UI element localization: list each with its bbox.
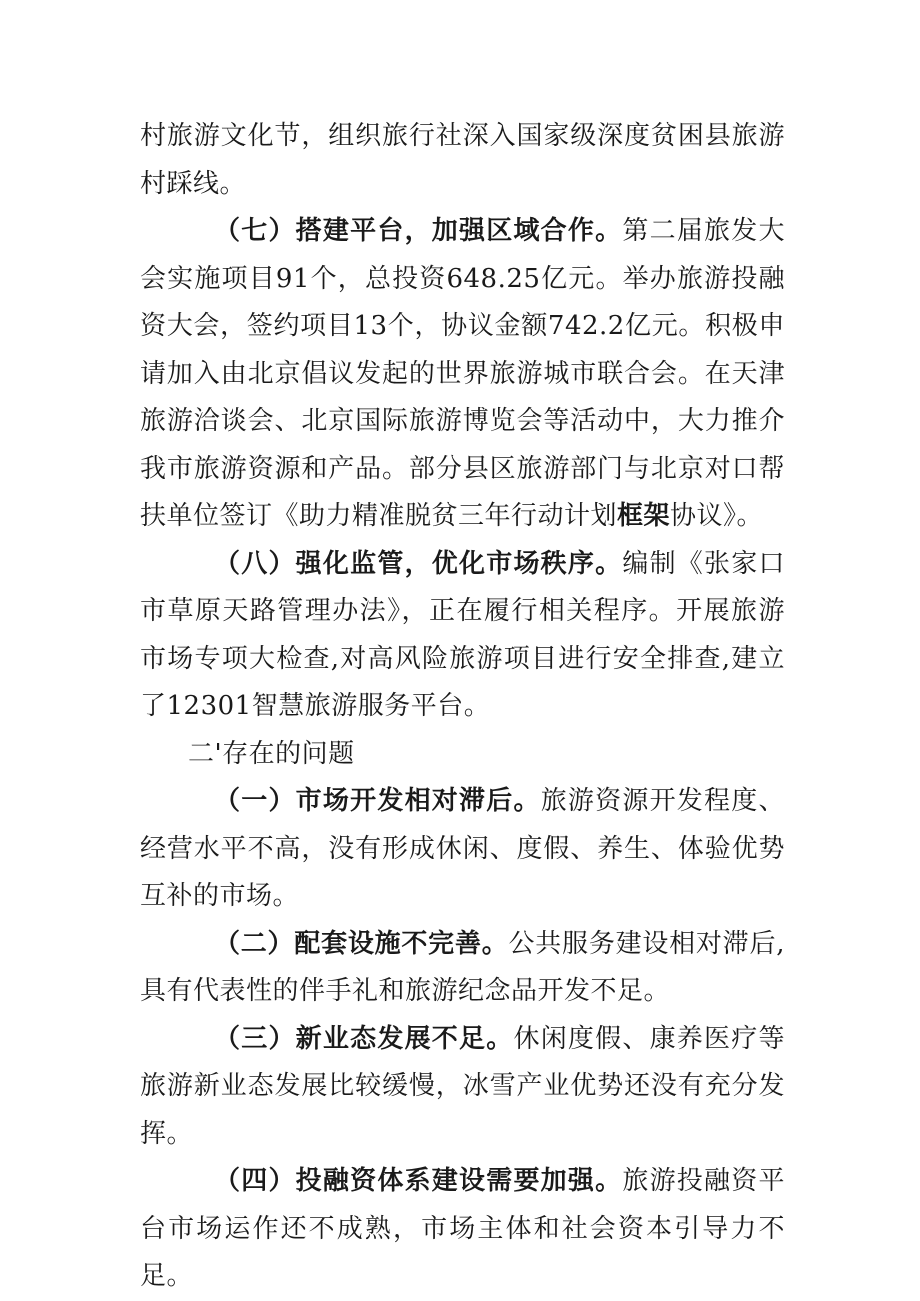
paragraph-facilities — [140, 921, 785, 1016]
paragraph-lead: （一）市场开发相对滞后。 — [214, 786, 541, 816]
paragraph-text-end: 协议》。 — [670, 501, 764, 531]
paragraph-market-development — [140, 778, 785, 921]
paragraph-text: 旅游资源开发程度、经营水平不高，没有形成休闲、度假、养生、体验优势互补的市场。 — [140, 786, 785, 911]
paragraph-lead: （四）投融资体系建设需要加强。 — [214, 1166, 623, 1196]
paragraph-platform-cooperation — [140, 208, 785, 541]
paragraph-lead: （三）新业态发展不足。 — [214, 1023, 514, 1054]
paragraph-new-business — [140, 1016, 785, 1159]
paragraph-market-supervision — [140, 541, 785, 731]
paragraph-investment-financing — [140, 1158, 785, 1301]
paragraph-lead: （二）配套设施不完善。 — [214, 928, 509, 959]
paragraph-text: 第二届旅发大会实施项目91个，总投资648.25亿元。举办旅游投融资大会，签约项目13个，协议金额742.2亿元。积极申请加入由北京倡议发起的世界旅游城市联合会。在天津旅游洽谈会、北京国际旅游博览会等活动中，大力推介我市旅游资源和产品。部分县区旅游部门与北京对口帮扶单位签订《助力精准脱贫三年行动计划 — [140, 216, 785, 531]
paragraph-lead: （七）搭建平台，加强区域合作。 — [214, 216, 623, 246]
paragraph-lead: （八）强化监管，优化市场秩序。 — [214, 548, 623, 579]
paragraph-continuation — [140, 113, 785, 208]
paragraph-text: 村旅游文化节，组织旅行社深入国家级深度贫困县旅游村踩线。 — [140, 121, 785, 199]
paragraph-text: 旅游投融资平台市场运作还不成熟，市场主体和社会资本引导力不足。 — [140, 1166, 785, 1291]
paragraph-text: 公共服务建设相对滞后,具有代表性的伴手礼和旅游纪念品开发不足。 — [140, 928, 785, 1006]
section-heading: 二'存在的问题 — [188, 738, 355, 769]
document-body — [140, 113, 785, 1301]
paragraph-text: 编制《张家口市草原天路管理办法》，正在履行相关程序。开展旅游市场专项大检查,对高风险旅游项目进行安全排查,建立了12301智慧旅游服务平台。 — [140, 548, 785, 721]
bold-term: 框架 — [617, 501, 671, 531]
paragraph-text: 休闲度假、康养医疗等旅游新业态发展比较缓慢，冰雪产业优势还没有充分发挥。 — [140, 1023, 785, 1149]
